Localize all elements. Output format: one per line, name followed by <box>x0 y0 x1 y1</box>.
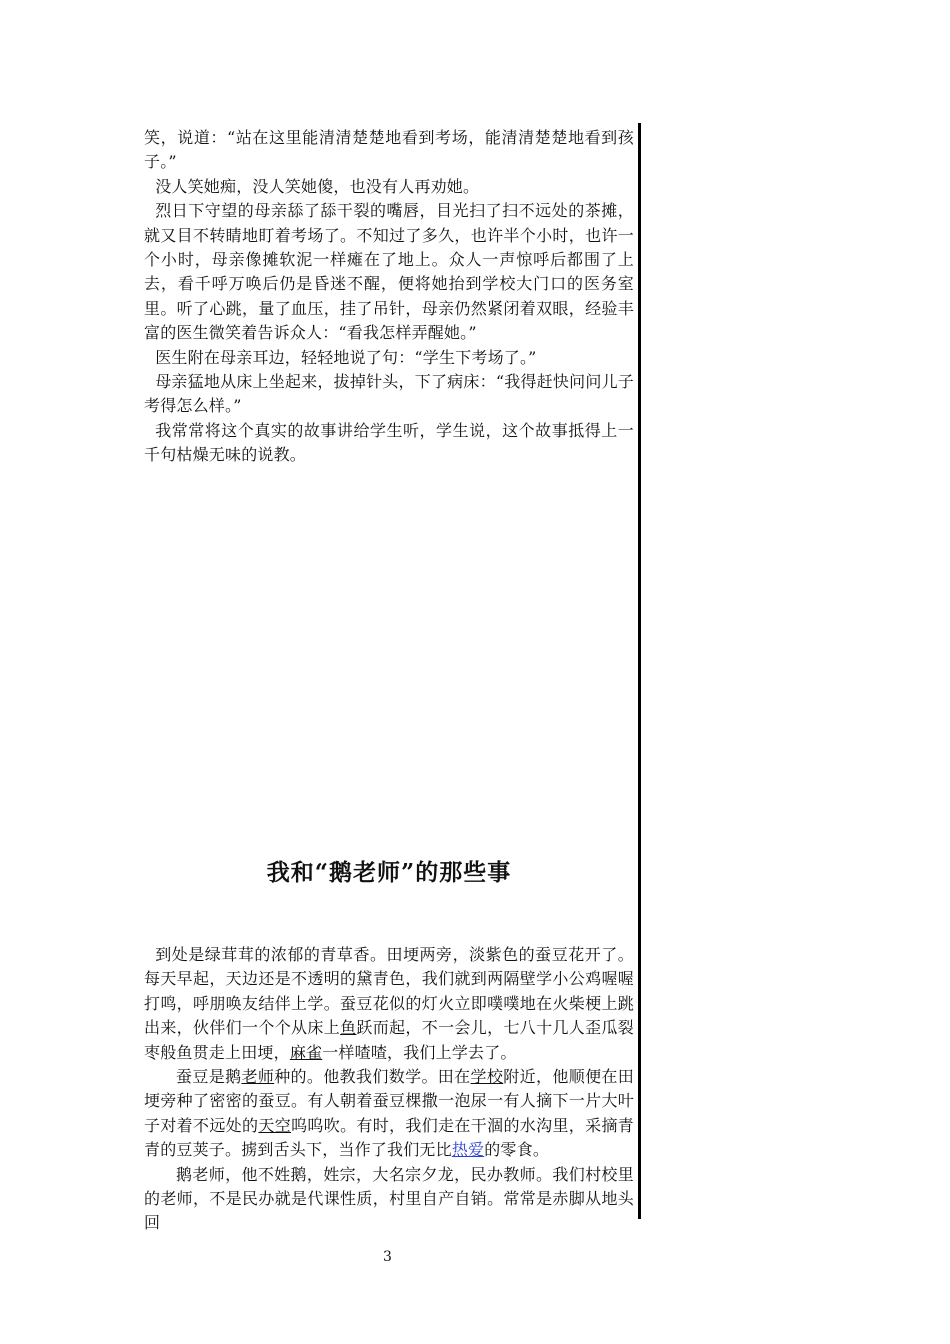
underlined-word[interactable]: 麻雀 <box>289 1042 323 1062</box>
text-run: 种的。他教我们数学。田在 <box>274 1067 471 1087</box>
text-run: 跃而起，不一会儿，七八十几人歪瓜裂枣般鱼贯走上田埂， <box>144 1018 635 1062</box>
text-run: 一样喳喳，我们上学去了。 <box>322 1042 517 1062</box>
story2-paragraph-1 <box>144 943 634 1065</box>
story1-paragraph-4: 医生附在母亲耳边，轻轻地说了句：“学生下考场了。” <box>155 347 537 367</box>
story2-paragraph-2 <box>144 1065 634 1163</box>
story1-paragraph-3: 烈日下守望的母亲舔了舔干裂的嘴唇，目光扫了扫不远处的茶摊，就又目不转睛地盯着考场了。不知过了多久，也许半个小时，也许一个小时，母亲像摊软泥一样瘫在了地上。众人一声惊呼后都围了上去，看千呼万唤后仍是昏迷不醒，便将她抬到学校大门口的医务室里。听了心跳，量了血压，挂了吊针，母亲仍然紧闭着双眼，经验丰富的医生微笑着告诉众人：“看我怎样弄醒她。” <box>144 201 634 343</box>
underlined-word[interactable]: 学校 <box>470 1067 504 1087</box>
story2-paragraph-3: 鹅老师，他不姓鹅，姓宗，大名宗夕龙，民办教师。我们村校里的老师，不是民办就是代课性质，村里自产自销。常常是赤脚从地头回 <box>144 1164 634 1233</box>
page-number: 3 <box>383 1249 392 1265</box>
text-run: 到处是绿茸茸的浓郁的青草香。田埂两旁，淡紫色的蚕豆花开了。每天早起，天边还是不透明的黛青色，我们就到两隔壁学小公鸡喔喔打鸣，呼朋唤友结伴上学。蚕豆花似的灯火立即噗噗地在火柴梗上跳出来，伙伴们一个个从床上 <box>144 945 634 1038</box>
right-border-rule <box>638 123 641 1219</box>
text-run: 蚕豆是鹅 <box>176 1067 242 1087</box>
story1-paragraph-2: 没人笑她痴，没人笑她傻，也没有人再劝她。 <box>155 176 480 196</box>
story2-body <box>144 943 634 1236</box>
story2-title: 我和“鹅老师”的那些事 <box>266 859 512 886</box>
story1-paragraph-1: 笑，说道：“站在这里能清清楚楚地看到考场，能清清楚楚地看到孩子。” <box>144 128 634 172</box>
text-run: 呜呜吹。有时，我们走在干涸的水沟里，采摘青青的豆荚子。掳到舌头下，当作了我们无比 <box>144 1115 635 1160</box>
underlined-word[interactable]: 老师 <box>241 1067 275 1087</box>
text-run: 的零食。 <box>484 1140 550 1160</box>
story1-body <box>144 126 634 468</box>
story1-paragraph-5: 母亲猛地从床上坐起来，拔掉针头，下了病床：“我得赶快问问儿子考得怎么样。” <box>144 372 634 416</box>
text-run: 附近，他顺便在田埂旁种了密密的蚕豆。有人朝着蚕豆棵撒一泡尿一有人摘下一片大叶子对着不远处的 <box>144 1067 634 1135</box>
underlined-word[interactable]: 天空 <box>258 1115 292 1135</box>
hyperlink-word[interactable]: 热爱 <box>451 1140 485 1160</box>
story1-paragraph-6: 我常常将这个真实的故事讲给学生听，学生说，这个故事抵得上一千句枯燥无味的说教。 <box>144 420 634 465</box>
underlined-word[interactable]: 鱼 <box>340 1018 357 1038</box>
